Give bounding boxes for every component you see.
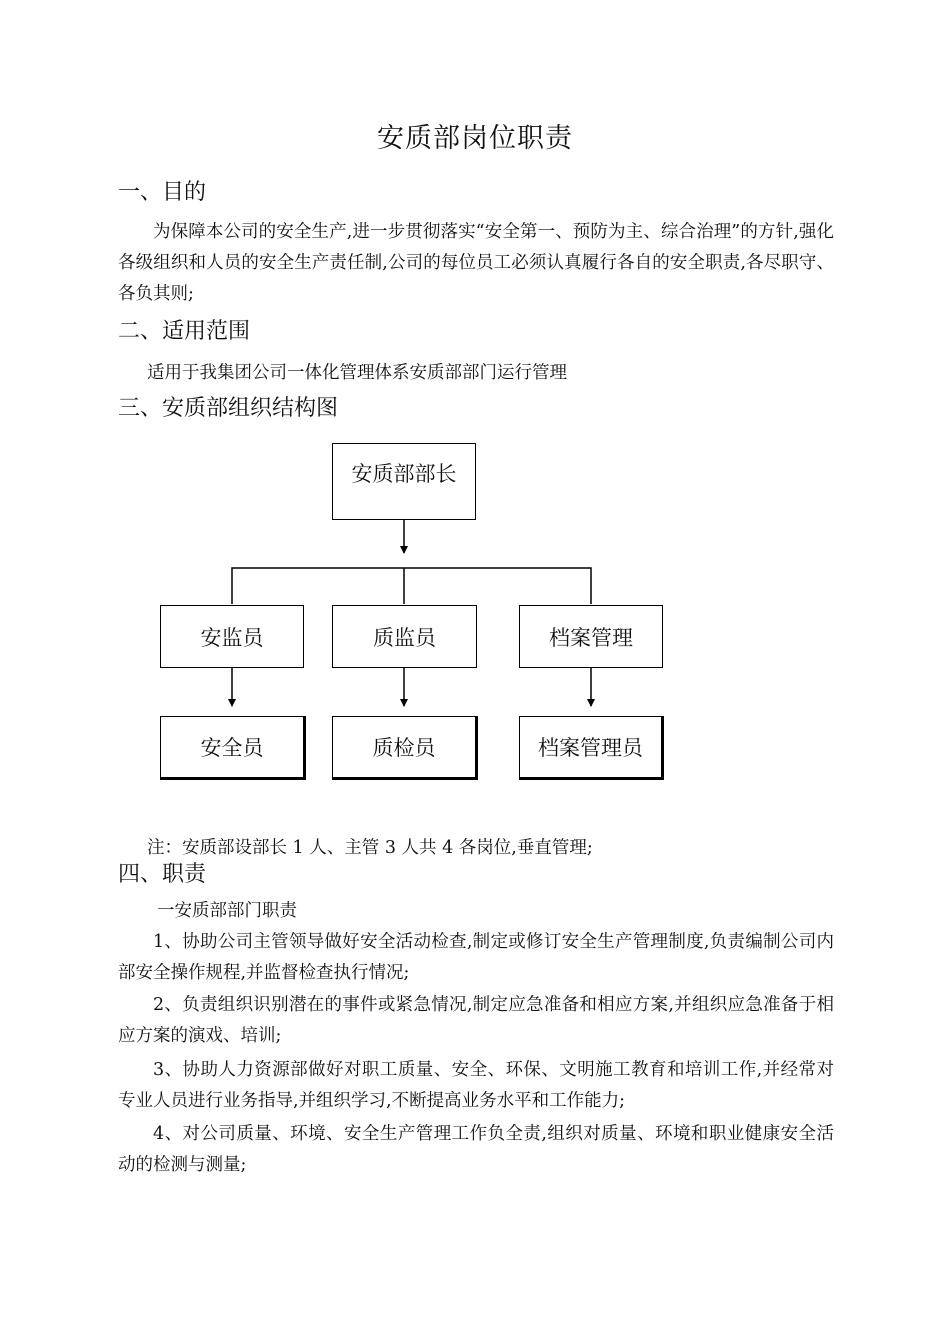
org-box-label: 质监员: [373, 625, 436, 650]
duty-item-2: 2、负责组织识别潜在的事件或紧急情况,制定应急准备和相应方案,并组织应急准备于相应方案的演戏、培训;: [118, 995, 834, 1046]
connector-branch-bar: [232, 568, 591, 604]
org-box-label: 档案管理: [549, 625, 633, 650]
org-box-label: 质检员: [372, 736, 436, 760]
section-heading-purpose: 一、目的: [118, 180, 207, 205]
org-box-level2-safety: [160, 605, 304, 668]
purpose-paragraph: 为保障本公司的安全生产,进一步贯彻落实“安全第一、预防为主、综合治理”的方针,强化各级组织和人员的安全生产责任制,公司的每位员工必须认真履行各自的安全职责,各尽职守、各负其则;: [118, 222, 834, 304]
org-box-level3-quality: [332, 716, 478, 780]
org-box-label: 档案管理员: [538, 736, 643, 760]
org-box-label: 安监员: [200, 625, 264, 650]
org-chart-note: 注：安质部设部长 1 人、主管 3 人共 4 各岗位,垂直管理;: [147, 838, 593, 858]
org-box-level3-archive: [519, 716, 664, 780]
org-box-level3-safety: [160, 716, 306, 780]
org-box-level2-archive: [519, 605, 663, 668]
duty-item-3: 3、协助人力资源部做好对职工质量、安全、环保、文明施工教育和培训工作,并经常对专业人员进行业务指导,并组织学习,不断提高业务水平和工作能力;: [118, 1060, 834, 1111]
scope-text: 适用于我集团公司一体化管理体系安质部部门运行管理: [147, 363, 567, 383]
document-title: 安质部岗位职责: [377, 123, 573, 154]
org-box-label: 安全员: [200, 736, 264, 760]
duty-item-1: 1、协助公司主管领导做好安全活动检查,制定或修订安全生产管理制度,负责编制公司内部安全操作规程,并监督检查执行情况;: [118, 932, 834, 983]
org-box-level2-quality: [332, 605, 477, 668]
section-heading-scope: 二、适用范围: [118, 319, 251, 344]
section-heading-org-chart: 三、安质部组织结构图: [118, 396, 339, 421]
section-heading-duties: 四、职责: [118, 862, 207, 887]
duty-item-4: 4、对公司质量、环境、安全生产管理工作负全责,组织对质量、环境和职业健康安全活动的检测与测量;: [118, 1124, 834, 1175]
duties-subheading: 一安质部部门职责: [157, 901, 297, 921]
org-box-head: [332, 443, 476, 520]
org-box-head-label: 安质部部长: [351, 462, 457, 486]
